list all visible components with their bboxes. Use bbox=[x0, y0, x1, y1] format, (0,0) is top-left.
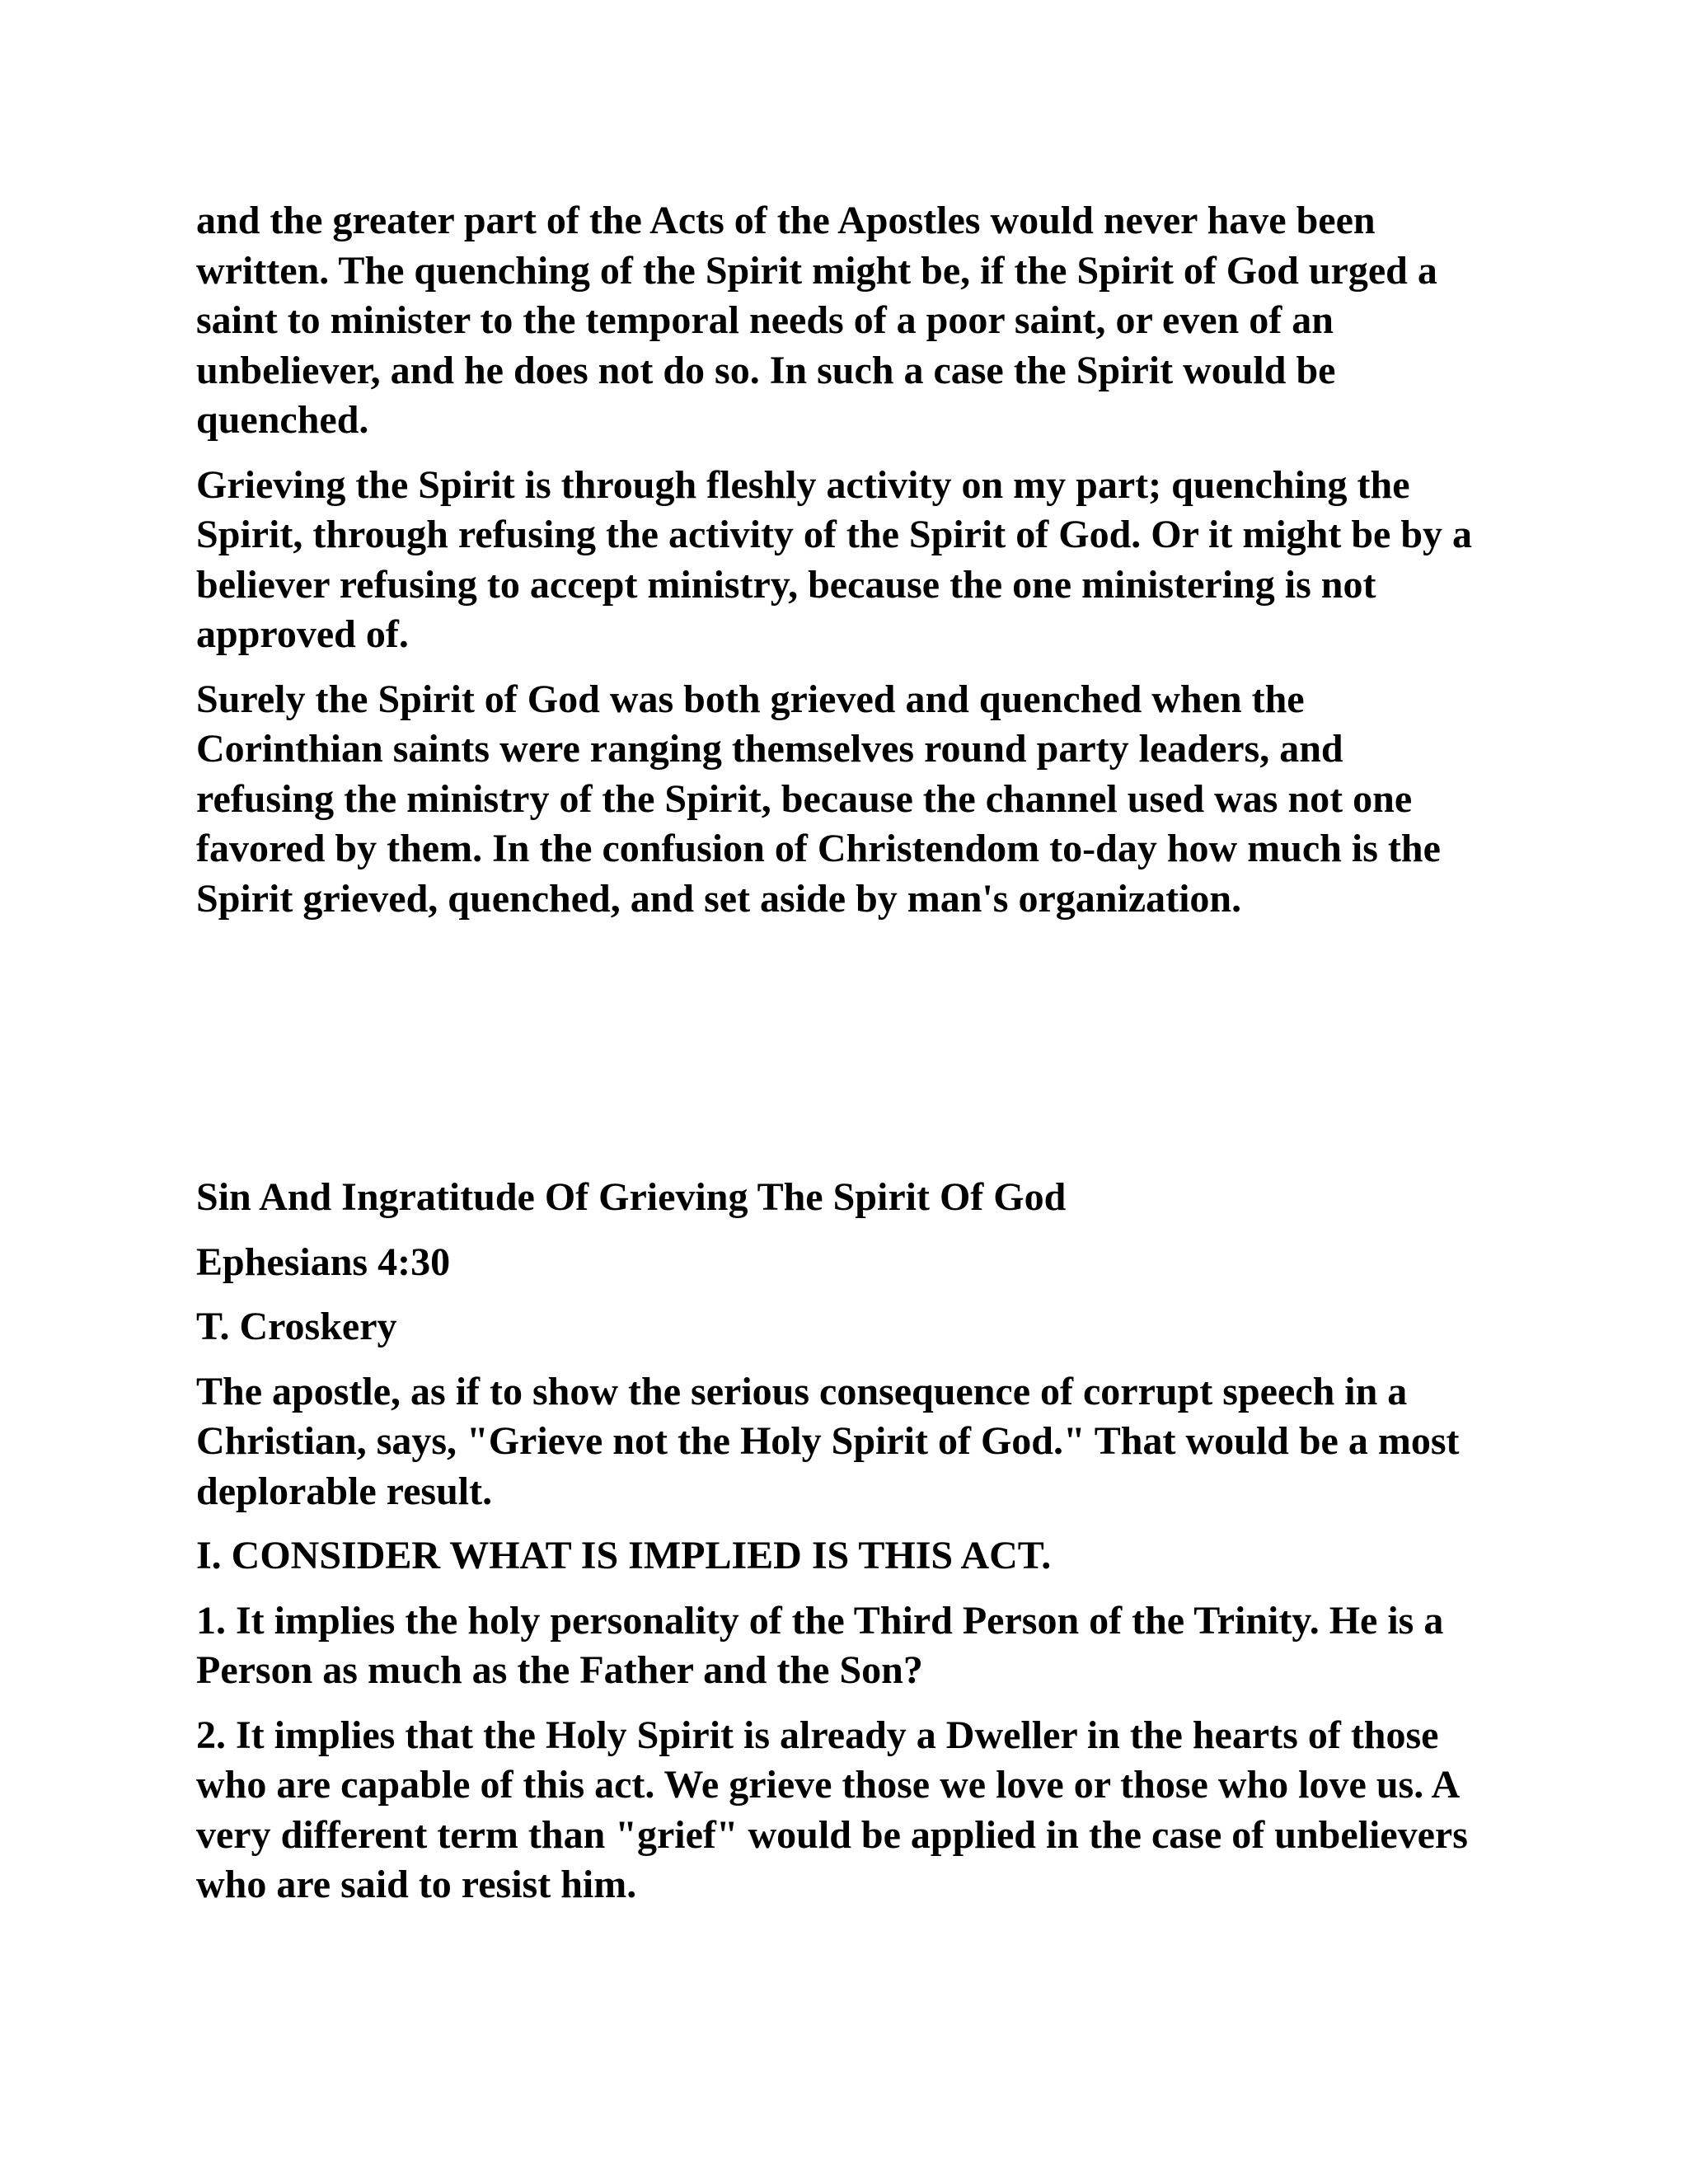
paragraph-apostle-intro: The apostle, as if to show the serious consequence of corrupt speech in a Christian, says, "Grieve not the Holy Spirit of God." That would be a most deplorable result. bbox=[196, 1369, 1460, 1513]
outline-heading-one: I. CONSIDER WHAT IS IMPLIED IS THIS ACT. bbox=[196, 1534, 1052, 1577]
paragraph-acts-quenching: and the greater part of the Acts of the Apostles would never have been written. The quenching of the Spirit might be, if the Spirit of God urged a saint to minister to the temporal needs of a poor saint, or even of an unbeliever, and he does not do so. In such a case the Spirit would be quenched. bbox=[196, 199, 1437, 442]
outline-point-two: 2. It implies that the Holy Spirit is already a Dweller in the hearts of those who are capable of this act. We grieve those we love or those who love us. A very different term than "grief" would be applied in the case of unbelievers who are said to resist him. bbox=[196, 1713, 1468, 1906]
continuation-text bbox=[196, 196, 1482, 939]
outline-point-one: 1. It implies the holy personality of the Third Person of the Trinity. He is a Person as much as the Father and the Son? bbox=[196, 1598, 1444, 1692]
section-sin-ingratitude bbox=[196, 1173, 1482, 1925]
section-author: T. Croskery bbox=[196, 1305, 397, 1348]
section-reference: Ephesians 4:30 bbox=[196, 1240, 451, 1284]
section-title: Sin And Ingratitude Of Grieving The Spirit Of God bbox=[196, 1175, 1067, 1219]
paragraph-corinthian-saints: Surely the Spirit of God was both grieved and quenched when the Corinthian saints were ranging themselves round party leaders, and refusing the ministry of the Spirit, because the channel used was not one favored by them. In the confusion of Christendom to-day how much is the Spirit grieved, quenched, and set aside by man's organization. bbox=[196, 677, 1441, 921]
paragraph-grieving-quenching: Grieving the Spirit is through fleshly activity on my part; quenching the Spirit, through refusing the activity of the Spirit of God. Or it might be by a believer refusing to accept ministry, because the one ministering is not approved of. bbox=[196, 462, 1473, 656]
